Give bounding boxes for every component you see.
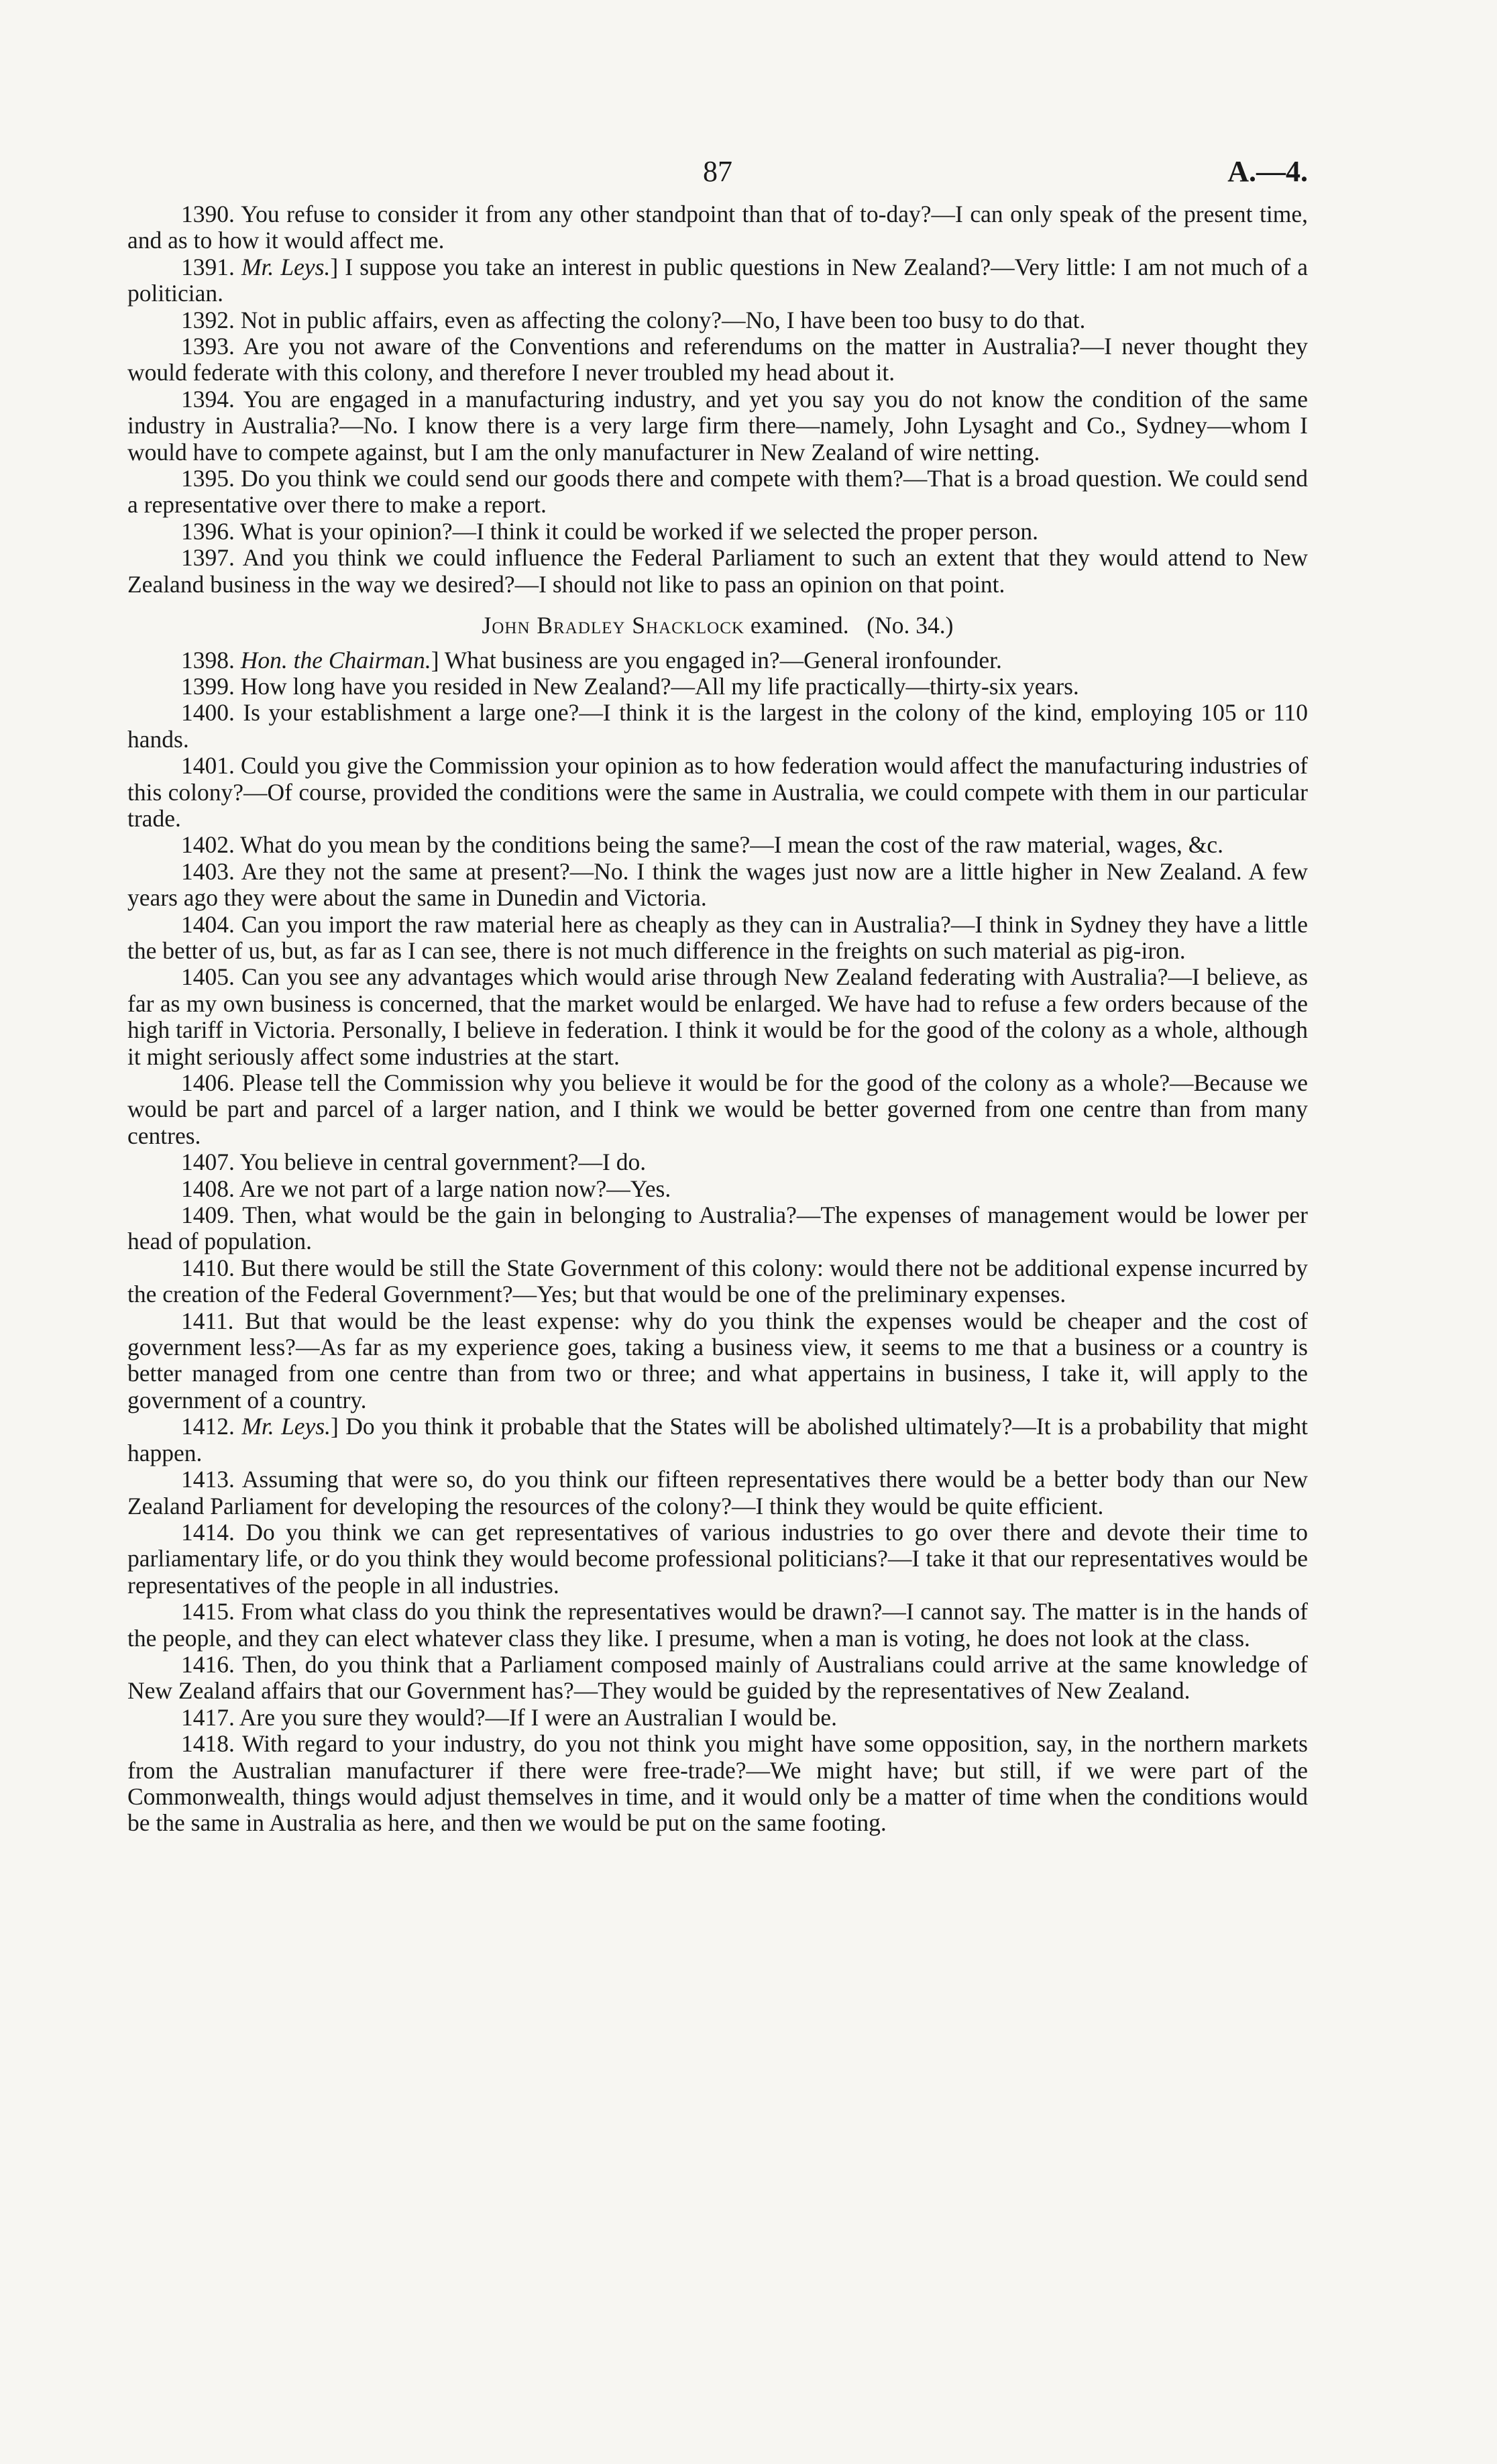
paragraph-text: And you think we could influence the Federal Parliament to such an extent that they would attend to New Zealand business in the way we desired?—I should not like to pass an opinion on that point. xyxy=(127,544,1309,598)
paragraph-text: Can you see any advantages which would arise through New Zealand federating with Australia?—I believe, as far as my own business is concerned, that the market would be enlarged. We have had to refuse a few orders because of the high tariff in Victoria. Personally, I believe in federation. I think it would be for the good of the colony as a whole, although it might seriously affect some industries at the start. xyxy=(127,963,1309,1070)
paragraph-text: But there would be still the State Government of this colony: would there not be additional expense incurred by the creation of the Federal Government?—Yes; but that would be one of the preliminary expenses. xyxy=(127,1254,1309,1308)
question-number: 1406. xyxy=(181,1069,235,1096)
question-number: 1404. xyxy=(181,910,235,938)
testimony-paragraph xyxy=(127,1202,1308,1255)
testimony-paragraph xyxy=(127,201,1308,254)
paragraph-text: Then, what would be the gain in belonging to Australia?—The expenses of management would be lower per head of population. xyxy=(127,1201,1308,1255)
question-number: 1418. xyxy=(181,1730,235,1758)
paragraph-text: Assuming that were so, do you think our fifteen representatives there would be a better body than our New Zealand Parliament for developing the resources of the colony?—I think they would be quite efficient. xyxy=(127,1466,1308,1519)
paragraph-text: Is your establishment a large one?—I think it is the largest in the colony of the kind, employing 105 or 110 hands. xyxy=(127,699,1308,753)
paragraph-text: You are engaged in a manufacturing industry, and yet you say you do not know the condition of the same industry in Australia?—No. I know there is a very large firm there—namely, John Lysaght and Co., Sydney—whom I would have to compete against, but I am the only manufacturer in New Zealand of wire netting. xyxy=(127,385,1308,466)
testimony-paragraph xyxy=(127,1652,1308,1705)
testimony-paragraph xyxy=(127,1705,1308,1731)
question-number: 1408. xyxy=(181,1175,235,1202)
testimony-paragraph xyxy=(127,1413,1308,1466)
paragraph-text: Are you not aware of the Conventions and referendums on the matter in Australia?—I never thought they would federate with this colony, and therefore I never troubled my head about it. xyxy=(127,333,1308,386)
paragraph-text: From what class do you think the representatives would be drawn?—I cannot say. The matter is in the hands of the people, and they can elect whatever class they like. I presume, when a man is voting, he does not look at the class. xyxy=(127,1598,1309,1652)
testimony-paragraph xyxy=(127,519,1308,545)
paragraph-text: Not in public affairs, even as affecting the colony?—No, I have been too busy to do that. xyxy=(240,306,1086,333)
testimony-paragraph xyxy=(127,964,1308,1070)
question-number: 1417. xyxy=(181,1703,235,1731)
paragraph-text: ] I suppose you take an interest in public questions in New Zealand?—Very little: I am not much of a politician. xyxy=(127,253,1309,307)
document-page xyxy=(127,148,1308,1837)
testimony-paragraph xyxy=(127,333,1308,386)
testimony-paragraph xyxy=(127,545,1308,598)
testimony-paragraph xyxy=(127,1519,1308,1599)
paragraph-text: Please tell the Commission why you believe it would be for the good of the colony as a whole?—Because we would be part and parcel of a larger nation, and I think we would be better governed from one centre than from many centres. xyxy=(127,1069,1308,1149)
paragraph-text: You refuse to consider it from any other standpoint than that of to-day?—I can only speak of the present time, and as to how it would affect me. xyxy=(127,201,1308,254)
paragraph-text: What is your opinion?—I think it could be worked if we selected the proper person. xyxy=(240,517,1039,545)
speaker-name: Mr. Leys. xyxy=(241,253,331,280)
question-number: 1394. xyxy=(181,385,235,413)
question-number: 1391. xyxy=(181,253,235,280)
testimony-paragraph xyxy=(127,1149,1308,1175)
paragraph-text: ] What business are you engaged in?—General ironfounder. xyxy=(431,646,1002,674)
testimony-paragraph xyxy=(127,1308,1308,1414)
testimony-paragraph xyxy=(127,832,1308,858)
question-number: 1414. xyxy=(181,1518,235,1546)
question-number: 1403. xyxy=(181,857,235,885)
question-number: 1407. xyxy=(181,1148,235,1176)
question-number: 1398. xyxy=(181,646,235,674)
speaker-name: Mr. Leys. xyxy=(241,1413,331,1440)
paragraph-text: How long have you resided in New Zealand?—All my life practically—thirty-six years. xyxy=(240,672,1079,700)
paragraph-text: Are you sure they would?—If I were an Australian I would be. xyxy=(239,1703,837,1731)
page-number: 87 xyxy=(703,155,732,188)
testimony-paragraph xyxy=(127,912,1308,965)
paragraph-text: Do you think we can get representatives of various industries to go over there and devote their time to parliamentary life, or do you think they would become professional politicians?—I take it that our representatives would be representatives of the people in all industries. xyxy=(127,1518,1309,1599)
paragraph-text: Could you give the Commission your opinion as to how federation would affect the manufacturing industries of this colony?—Of course, provided the conditions were the same in Australia, we could compete with them in our particular trade. xyxy=(127,752,1308,832)
testimony-paragraph xyxy=(127,1255,1308,1308)
question-number: 1412. xyxy=(181,1413,235,1440)
question-number: 1393. xyxy=(181,333,235,360)
witness-heading xyxy=(127,612,1308,639)
question-number: 1400. xyxy=(181,699,235,727)
question-number: 1413. xyxy=(181,1466,235,1493)
paragraph-text: ] Do you think it probable that the States will be abolished ultimately?—It is a probability that might happen. xyxy=(127,1413,1309,1466)
testimony-paragraph xyxy=(127,466,1308,519)
question-number: 1416. xyxy=(181,1650,235,1678)
testimony-paragraph xyxy=(127,647,1308,674)
testimony-paragraph xyxy=(127,254,1308,307)
testimony-paragraph xyxy=(127,1731,1308,1837)
testimony-paragraph xyxy=(127,386,1308,466)
question-number: 1415. xyxy=(181,1598,235,1625)
question-number: 1397. xyxy=(181,544,235,572)
witness-name: John Bradley Shacklock xyxy=(482,612,744,639)
paragraph-text: You believe in central government?—I do. xyxy=(239,1148,647,1176)
question-number: 1399. xyxy=(181,672,235,700)
question-number: 1390. xyxy=(181,201,235,227)
testimony-paragraph xyxy=(127,1599,1308,1652)
question-number: 1402. xyxy=(181,831,235,859)
testimony-paragraph xyxy=(127,307,1308,333)
paragraph-text: What do you mean by the conditions being the same?—I mean the cost of the raw material, wages, &c. xyxy=(240,831,1223,859)
question-number: 1409. xyxy=(181,1201,235,1229)
question-number: 1396. xyxy=(181,517,235,545)
testimony-paragraph xyxy=(127,700,1308,753)
paragraph-text: Are they not the same at present?—No. I think the wages just now are a little higher in New Zealand. A few years ago they were about the same in Dunedin and Victoria. xyxy=(127,857,1308,912)
paragraph-text: Can you import the raw material here as cheaply as they can in Australia?—I think in Sydney they have a little the better of us, but, as far as I can see, there is not much difference in the freights on such material as pig-iron. xyxy=(127,910,1308,964)
paragraph-text: But that would be the least expense: why do you think the expenses would be cheaper and the cost of government less?—As far as my experience goes, taking a business view, it seems to me that a business or a country is better managed from one centre than from two or three; and what appertains in business, I take it, will apply to the government of a country. xyxy=(127,1307,1308,1413)
speaker-name: Hon. the Chairman. xyxy=(240,646,431,674)
testimony-paragraph xyxy=(127,1466,1308,1519)
testimony-paragraph xyxy=(127,1176,1308,1202)
paragraph-text: Do you think we could send our goods there and compete with them?—That is a broad question. We could send a representative over there to make a report. xyxy=(127,465,1309,519)
question-number: 1401. xyxy=(181,752,235,780)
page-header xyxy=(127,148,1308,201)
question-number: 1410. xyxy=(181,1254,235,1281)
question-number: 1392. xyxy=(181,306,235,333)
paragraph-text: With regard to your industry, do you not think you might have some opposition, say, in the northern markets from the Australian manufacturer if there were free-trade?—We might have; but still, if we were part of the Commonwealth, things would adjust themselves in time, and it would only be a matter of time when the conditions would be the same in Australia as here, and then we would be put on the same footing. xyxy=(127,1730,1308,1837)
question-number: 1405. xyxy=(181,963,235,991)
document-reference: A.—4. xyxy=(1227,155,1308,188)
question-number: 1395. xyxy=(181,465,235,492)
question-number: 1411. xyxy=(181,1307,234,1334)
paragraph-text: Are we not part of a large nation now?—Yes. xyxy=(239,1175,671,1202)
testimony-paragraph xyxy=(127,1070,1308,1149)
testimony-paragraph xyxy=(127,859,1308,912)
testimony-section-before xyxy=(127,201,1308,598)
paragraph-text: Then, do you think that a Parliament composed mainly of Australians could arrive at the same knowledge of New Zealand affairs that our Government has?—They would be guided by the representatives of New Zealand. xyxy=(127,1650,1308,1705)
witness-heading-suffix: examined. (No. 34.) xyxy=(744,612,954,639)
testimony-section-after xyxy=(127,647,1308,1837)
testimony-paragraph xyxy=(127,674,1308,700)
testimony-paragraph xyxy=(127,753,1308,832)
